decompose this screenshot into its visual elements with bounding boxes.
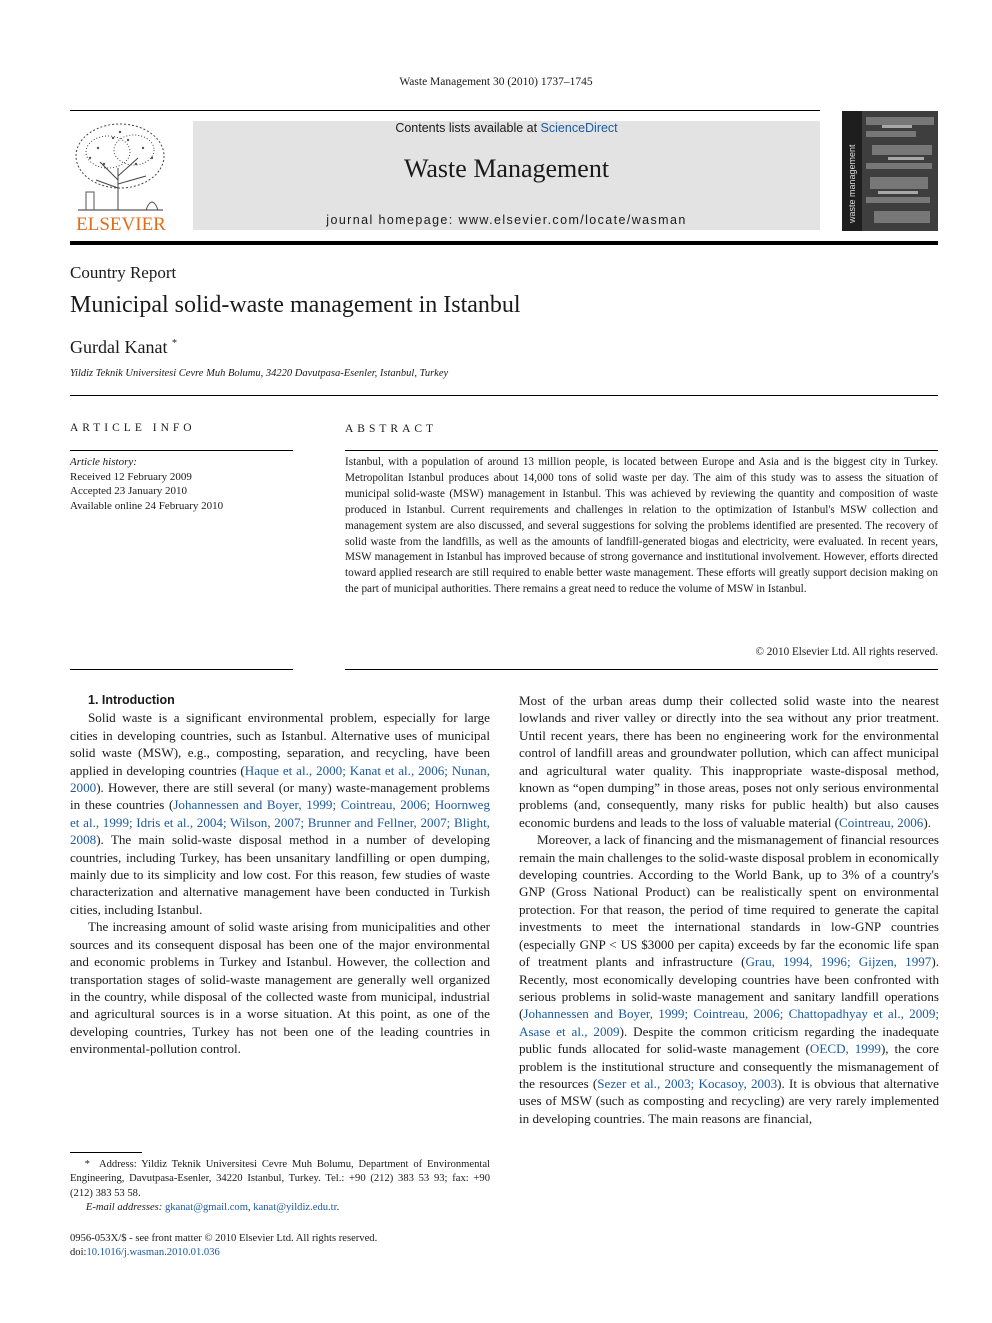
text-run: ). Recently, most economically developing countries have been confronted with serious problems in solid-waste management and sanitary landfill operations ( (519, 954, 939, 1022)
text-run: ). It is obvious that alternative uses of MSW (such as composting and recycling) are very rarely implemented in developing countries. The main reasons are financial, (519, 1075, 939, 1126)
sciencedirect-link[interactable]: ScienceDirect (540, 121, 618, 135)
text-run: Moreover, a lack of financing and the mismanagement of financial resources remain the main challenges to the solid-waste disposal problem in economically developing countries. According to the World Bank, up to 3% of a country's GNP (Gross National Product) can be realistically spent on environmental protection. For that reason, the period of time required to generate the capital investments to meet the international standards in low-GNP countries (especially GNP < US $3000 per capita) exceeds by far the economic life span of treatment plants and infrastructure ( (519, 832, 939, 970)
text-run: Solid waste is a significant environmental problem, especially for large cities in developing countries, such as Istanbul. Alternative uses of municipal solid waste (MSW), e.g., composting, separation, and recycling, have been applied in developing countries ( (70, 710, 490, 778)
abstract-heading: ABSTRACT (345, 423, 438, 435)
article-info-rule (70, 450, 293, 451)
contents-prefix: Contents lists available at (395, 121, 541, 135)
header-thick-rule (70, 241, 938, 245)
affiliation: Yildiz Teknik Universitesi Cevre Muh Bolumu, 34220 Davutpasa-Esenler, Istanbul, Turkey (70, 368, 449, 379)
elsevier-tree-icon (68, 118, 174, 234)
footnote-rule (70, 1152, 142, 1153)
front-matter-rule (70, 395, 938, 396)
email-end: . (336, 1202, 340, 1214)
publisher-wordmark: ELSEVIER (76, 214, 166, 234)
doi-label: doi: (70, 1247, 87, 1259)
header-rule (70, 110, 820, 111)
email-link[interactable]: gkanat@gmail.com (164, 1202, 248, 1214)
elsevier-logo (68, 118, 174, 234)
cover-title: waste management (847, 144, 857, 223)
author (70, 337, 177, 358)
body-right-column (519, 692, 939, 1127)
footnote-emails (70, 1201, 490, 1215)
footnote-mark: * (84, 1159, 90, 1170)
section-heading: 1. Introduction (88, 693, 175, 707)
article-info-bottom-rule (70, 669, 293, 670)
article-title: Municipal solid-waste management in Istanbul (70, 292, 521, 318)
abstract-copyright: © 2010 Elsevier Ltd. All rights reserved. (755, 646, 938, 658)
doi-line (70, 1246, 377, 1260)
footnote-address (70, 1158, 490, 1201)
online-date: Available online 24 February 2010 (70, 499, 224, 512)
email-link[interactable]: kanat@yildiz.edu.tr (253, 1202, 337, 1214)
journal-name: Waste Management (403, 154, 610, 183)
author-footnote (70, 1158, 490, 1216)
citation-link[interactable]: Haque et al., 2000; Kanat et al., 2006; Nunan, 2000 (70, 762, 490, 796)
journal-citation: Waste Management 30 (2010) 1737–1745 (399, 76, 593, 88)
author-footnote-mark[interactable]: * (171, 338, 177, 349)
text-run: Most of the urban areas dump their collected solid waste into the nearest lowlands and river valley or directly into the sea without any prior treatment. Until recent years, there has been no engineering work for the environmental control of landfill areas and groundwater pollution, which can affect municipal and agricultural water quality. This inappropriate waste-disposal method, known as “open dumping” in those areas, poses not only serious environmental problems (and, consequently, many risks for public health) but also causes economic burdens and leads to the loss of valuable material ( (519, 693, 939, 830)
text-run: ), the core problem is the institutional structure and consequently the mismanagement of the resources ( (519, 1041, 939, 1091)
text-run: ). However, there are still several (or many) waste-management problems in these countries ( (70, 780, 490, 813)
citation-link[interactable]: Grau, 1994, 1996; Gijzen, 1997 (745, 954, 932, 970)
abstract-bottom-rule (345, 669, 938, 670)
author-name[interactable]: Gurdal Kanat (70, 337, 168, 357)
paragraph (519, 831, 939, 1127)
citation-link[interactable]: Sezer et al., 2003; Kocasoy, 2003 (597, 1075, 778, 1091)
paragraph: The increasing amount of solid waste arising from municipalities and other sources and its consequent disposal has been one of the major environmental and economic problems in Turkey and Istanbul. However, the collection and transportation stages of solid-waste management are generally well organized in the country, while disposal of the collected waste from municipal, industrial and agricultural sources is in a worse situation. At this point, as one of the developing countries, Turkey has not been one of the leading countries in environmental-pollution control. (70, 919, 490, 1057)
contents-line (193, 121, 820, 135)
citation-link[interactable]: Johannessen and Boyer, 1999; Cointreau, 2006; Chattopadhyay et al., 2009; Asase et al., 2009 (519, 1006, 939, 1039)
text-run: ). Despite the common criticism regarding the inadequate public funds allocated for solid-waste management ( (519, 1023, 939, 1057)
text-run: ). (923, 814, 931, 830)
cover-art-icon (842, 111, 938, 231)
citation-link[interactable]: Johannessen and Boyer, 1999; Cointreau, 2006; Hoornweg et al., 1999; Idris et al., 2004; Wilson, 2007; Brunner and Fellner, 2007; Blight, 2008 (70, 797, 490, 848)
text-run: ). The main solid-waste disposal method in a number of developing countries, including Turkey, has been unsanitary landfilling or open dumping, mainly due to its simplicity and low cost. For this reason, few studies of waste characterization and alternative management have been conducted in Turkish cities, including Istanbul. (70, 832, 490, 917)
history-label: Article history: (70, 456, 137, 468)
publication-info (70, 1232, 377, 1261)
doi-link[interactable]: 10.1016/j.wasman.2010.01.036 (86, 1247, 220, 1259)
article-type: Country Report (70, 263, 177, 282)
citation-link[interactable]: OECD, 1999 (809, 1041, 881, 1057)
issn-line: 0956-053X/$ - see front matter © 2010 Elsevier Ltd. All rights reserved. (70, 1233, 378, 1244)
footnote-address-text: Address: Yildiz Teknik Universitesi Cevre Muh Bolumu, Department of Environmental Engineering, Davutpasa-Esenler, 34220 Istanbul, Turkey. Tel.: +90 (212) 383 53 93; fax: +90 (212) 383 53 58. (70, 1159, 490, 1199)
article-history (70, 455, 223, 513)
journal-homepage[interactable]: journal homepage: www.elsevier.com/locate/wasman (326, 213, 687, 227)
body-left-column (70, 692, 490, 1058)
abstract-text: Istanbul, with a population of around 13 million people, is located between Europe and Asia and is the biggest city in Turkey. Metropolitan Istanbul produces about 14,000 tons of solid waste per day. The aim of this study was to assess the situation of municipal solid-waste (MSW) management in Istanbul. This was achieved by reviewing the quantity and composition of waste produced in Istanbul. Current requirements and challenges in relation to the optimization of Istanbul's MSW collection and management system are also discussed, and several suggestions for solving the problems identified are presented. The recovery of solid waste from the landfills, as well as the amounts of landfill-generated biogas and electricity, were evaluated. In recent years, MSW management in Istanbul has improved because of strong governance and institutional involvement. However, efforts directed toward applied research are still required to enable better waste management. These efforts will greatly support decision making on the part of municipal authorities. There remains a great need to reduce the volume of MSW in Istanbul. (345, 456, 938, 596)
paragraph (70, 709, 490, 918)
abstract-rule (345, 450, 938, 451)
journal-cover-image (842, 111, 938, 231)
email-label: E-mail addresses: (85, 1202, 163, 1214)
citation-link[interactable]: Cointreau, 2006 (838, 814, 924, 830)
accepted-date: Accepted 23 January 2010 (70, 485, 187, 497)
article-info-heading: ARTICLE INFO (70, 422, 196, 434)
paragraph (519, 692, 939, 831)
email-separator: , (247, 1202, 254, 1214)
received-date: Received 12 February 2009 (70, 470, 192, 483)
